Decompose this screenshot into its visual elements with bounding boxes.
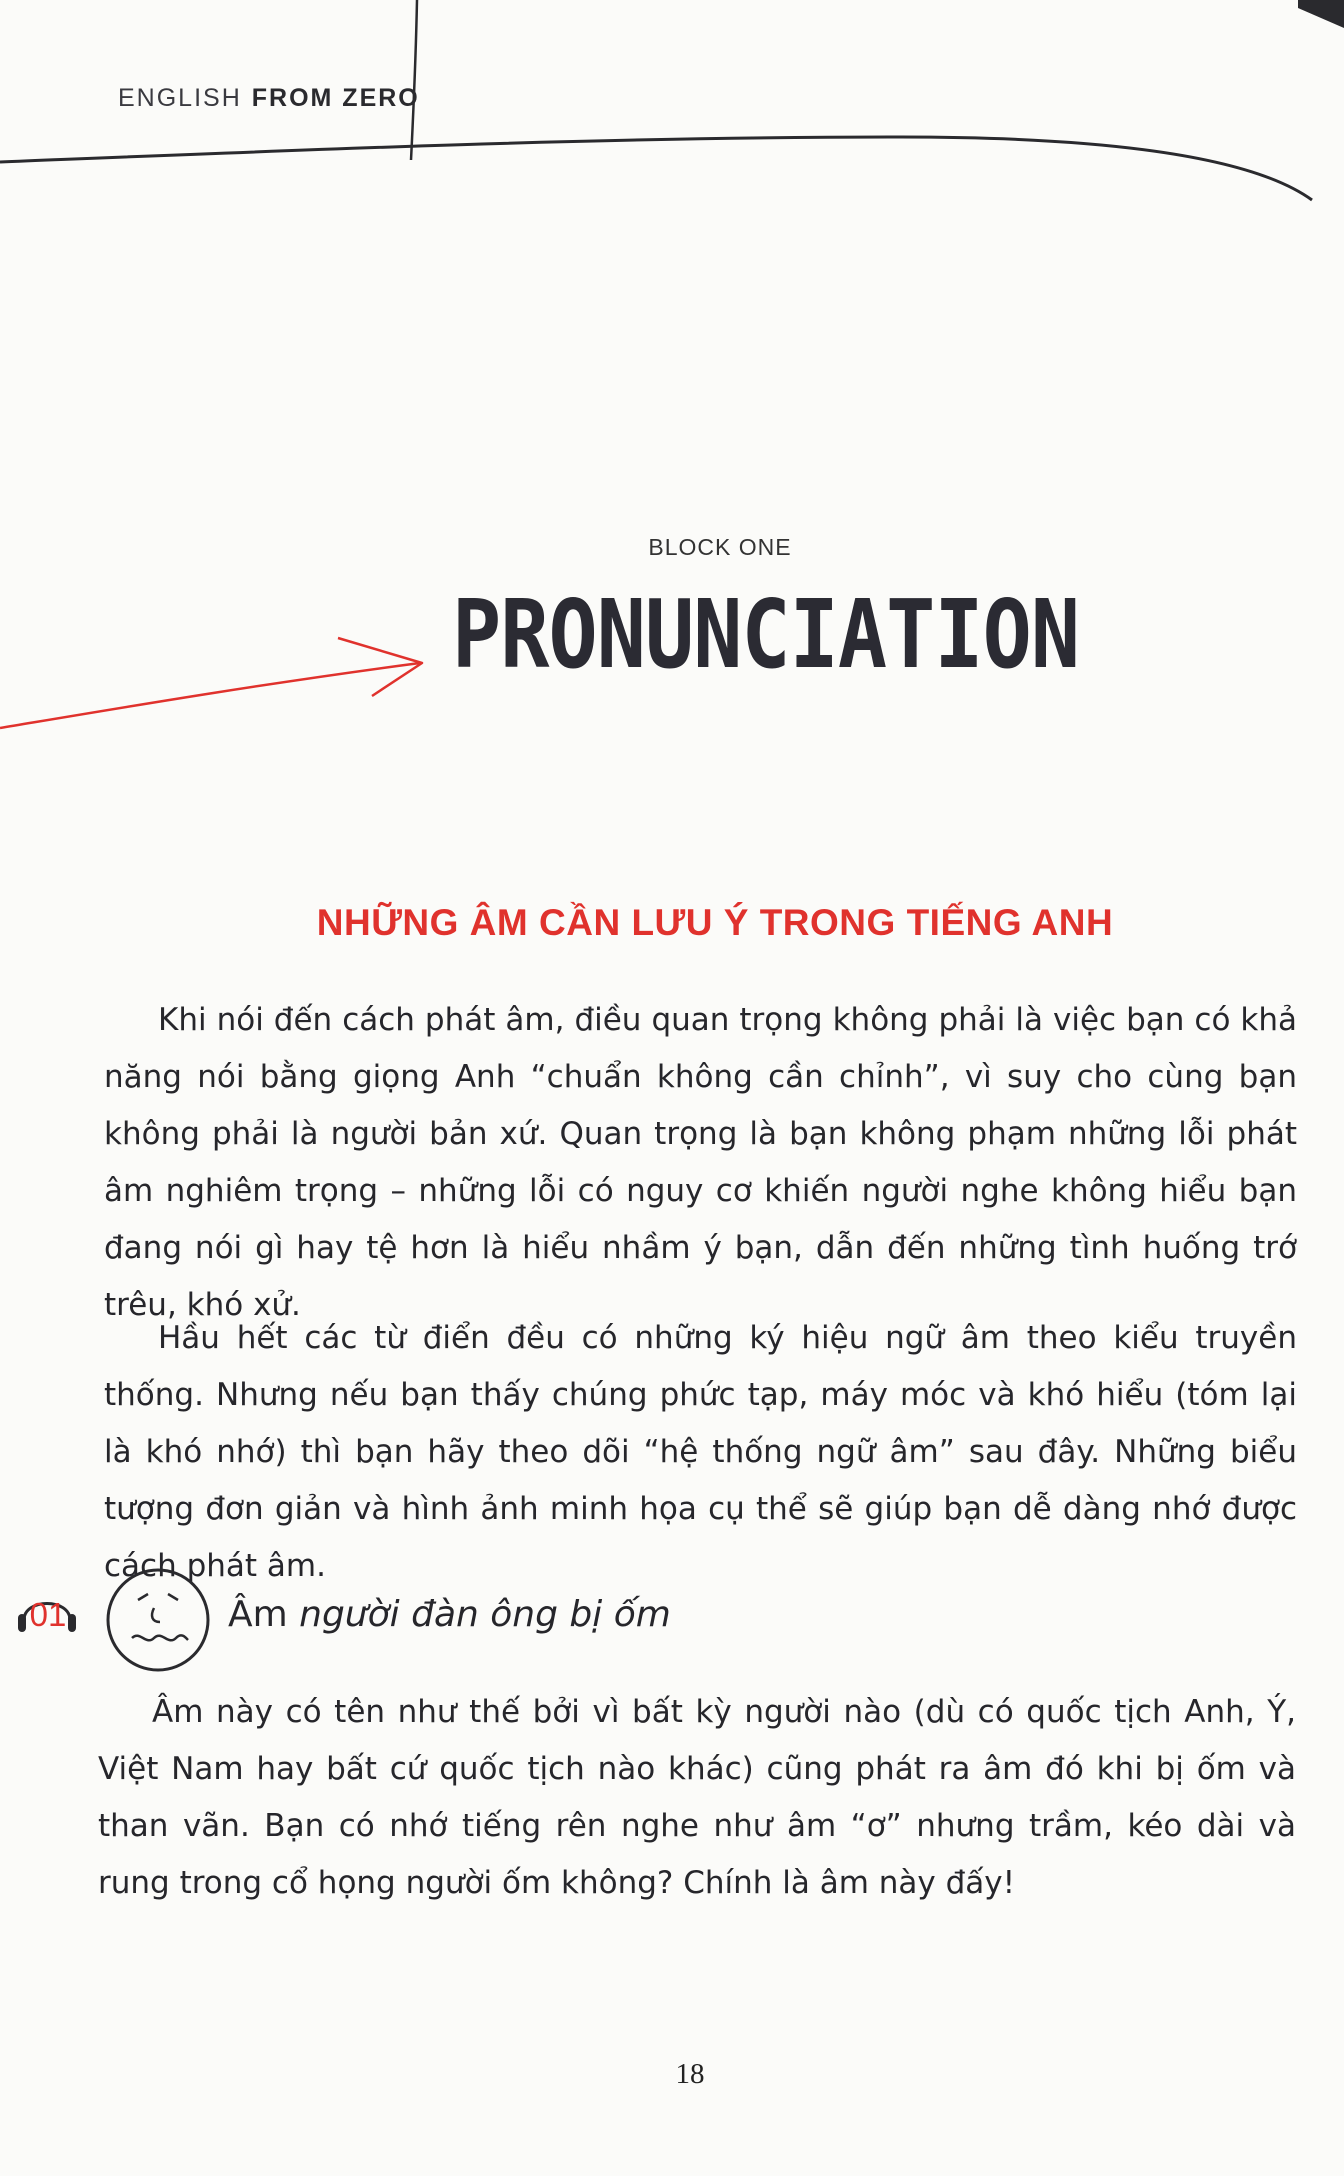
- chapter-title: PRONUNCIATION: [452, 580, 1080, 690]
- series-name-light: ENGLISH: [118, 84, 242, 112]
- top-right-corner-mark: [1298, 0, 1344, 28]
- paragraph-text: Khi nói đến cách phát âm, điều quan trọng không phải là việc bạn có khả năng nói bằng giọng Anh “chuẩn không cần chỉnh”, vì suy cho cùng bạn không phải là người bản xứ. Quan trọng là bạn không phạm những lỗi phát âm nghiêm trọng – những lỗi có nguy cơ khiến người nghe không hiểu bạn đang nói gì hay tệ hơn là hiểu nhầm ý bạn, dẫn đến những tình huống trớ trêu, khó xử.: [104, 1002, 1297, 1323]
- paragraph-text: Hầu hết các từ điển đều có những ký hiệu ngữ âm theo kiểu truyền thống. Nhưng nếu bạn thấy chúng phức tạp, máy móc và khó hiểu (tóm lại là khó nhớ) thì bạn hãy theo dõi “hệ thống ngữ âm” sau đây. Những biểu tượng đơn giản và hình ảnh minh họa cụ thể sẽ giúp bạn dễ dàng nhớ được cách phát âm.: [104, 1320, 1297, 1584]
- lesson-paragraph: [98, 1684, 1296, 1912]
- lesson-title: [228, 1594, 671, 1635]
- lesson-title-prefix: Âm: [228, 1594, 300, 1635]
- section-heading: NHỮNG ÂM CẦN LƯU Ý TRONG TIẾNG ANH: [316, 902, 1114, 943]
- paragraph-text: Âm này có tên như thế bởi vì bất kỳ người nào (dù có quốc tịch Anh, Ý, Việt Nam hay bất cứ quốc tịch nào khác) cũng phát ra âm đó khi bị ốm và than vãn. Bạn có nhớ tiếng rên nghe như âm “ơ” nhưng trầm, kéo dài và rung trong cổ họng người ốm không? Chính là âm này đấy!: [98, 1694, 1296, 1901]
- page-number: 18: [675, 2058, 705, 2090]
- lesson-title-emphasis: người đàn ông bị ốm: [299, 1594, 671, 1635]
- header-horizontal-rule: [0, 137, 1312, 200]
- series-name-bold: FROM ZERO: [251, 84, 420, 112]
- header-vertical-rule: [411, 0, 417, 160]
- red-arrow-icon: [0, 638, 422, 728]
- running-header: [118, 84, 420, 113]
- block-label: BLOCK ONE: [648, 534, 792, 560]
- lesson-number: 01: [29, 1596, 67, 1633]
- intro-paragraph-1: [104, 992, 1297, 1334]
- intro-paragraph-2: [104, 1310, 1297, 1595]
- sick-face-icon: [104, 1566, 212, 1674]
